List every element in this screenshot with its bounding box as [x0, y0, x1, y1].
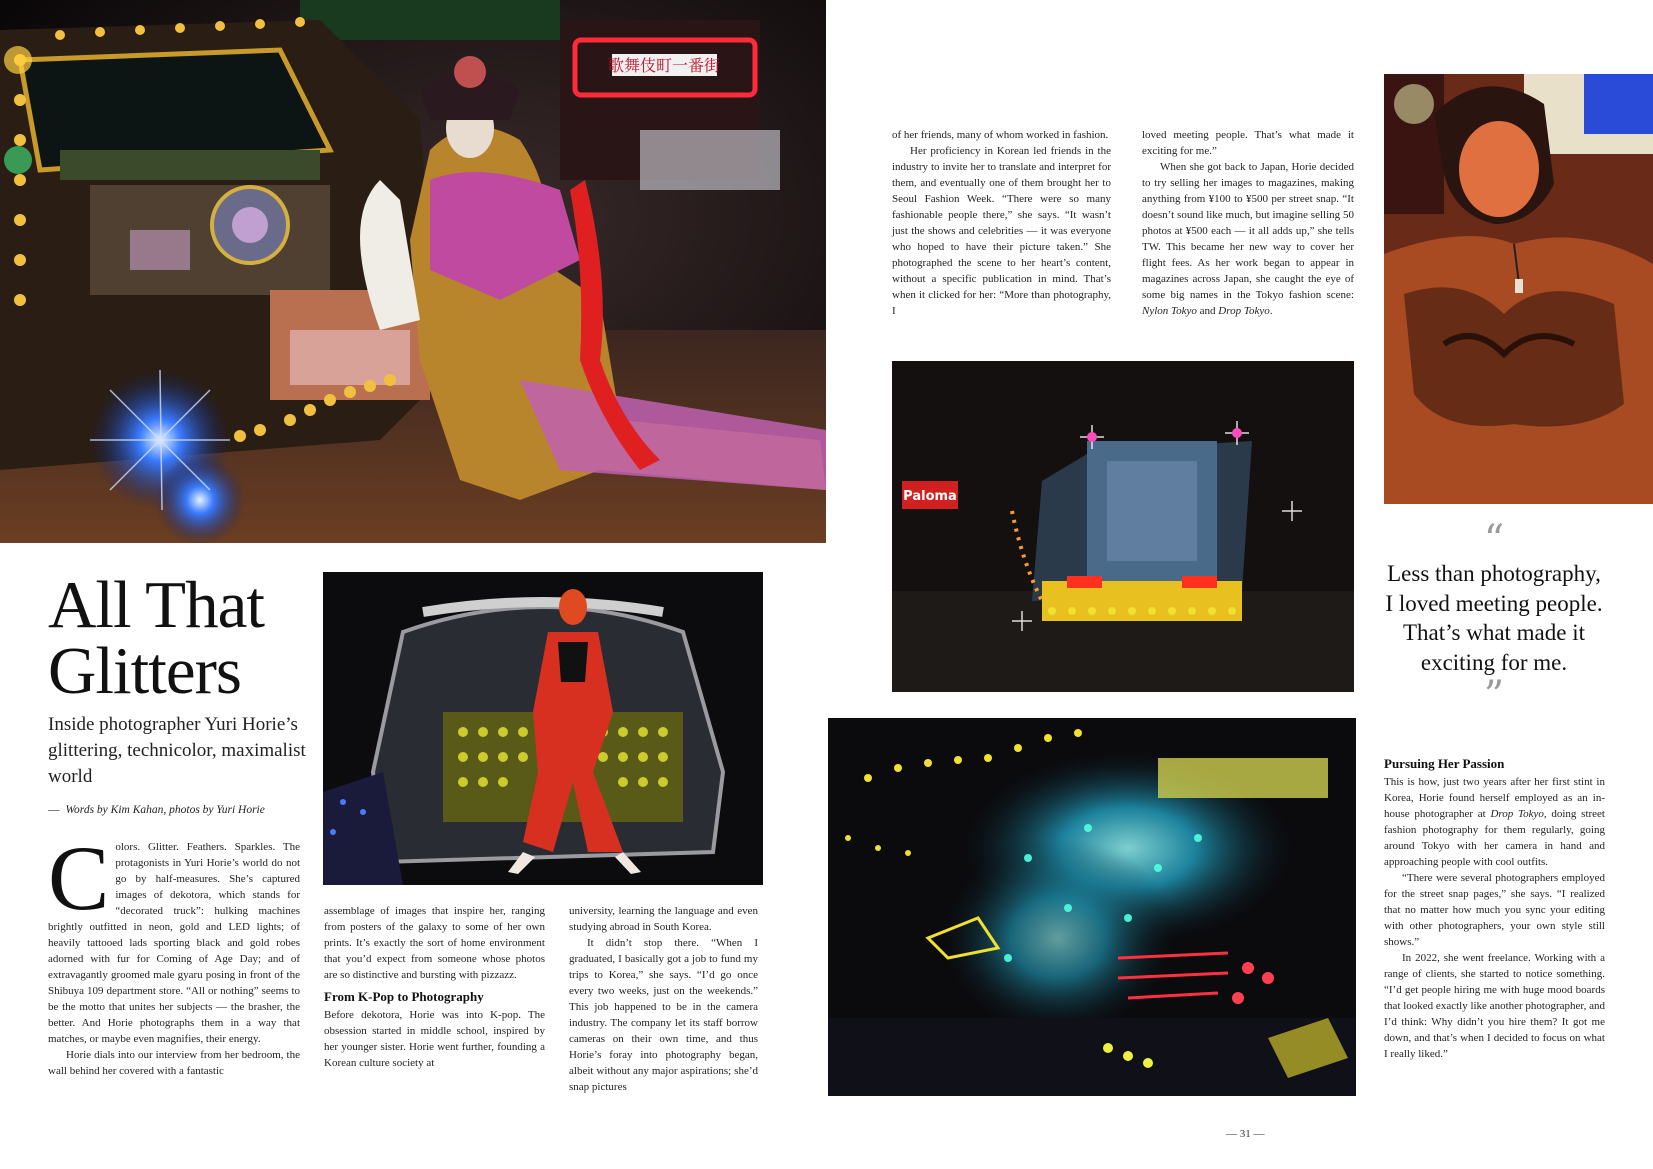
paragraph	[1384, 774, 1605, 870]
publication-title: Drop Tokyo	[1218, 305, 1270, 317]
publication-title: Drop Tokyo	[1490, 808, 1544, 820]
byline-text: Words by Kim Kahan, photos by Yuri Horie	[65, 804, 265, 816]
paragraph: of her friends, many of whom worked in fashion.	[892, 129, 1109, 141]
paloma-sign: Paloma	[903, 489, 957, 504]
photo-tattooed-man	[1384, 74, 1653, 504]
paragraph: In 2022, she went freelance. Working with a range of clients, she started to notice something. “I’d get people hiring me with huge mood boards that looked exactly like another photographer, and I’d think: Why didn’t you hire them? It got me down, and that’s when I decided to focus on what I really liked.”	[1384, 952, 1606, 1060]
article-subtitle: Inside photographer Yuri Horie’s glittering, technicolor, maximalist world	[48, 714, 306, 787]
page-number: — 31 —	[1226, 1128, 1265, 1140]
drop-cap: C	[48, 827, 110, 929]
paragraph-text: , doing street fashion photography for them regularly, going around Tokyo with her camera in hand and approaching people with cool outfits.	[1384, 808, 1605, 868]
body-column-1	[48, 827, 300, 1079]
byline-dash: —	[48, 804, 60, 816]
body-column-2	[324, 903, 545, 1071]
pull-quote	[1382, 517, 1606, 719]
paragraph: assemblage of images that inspire her, ranging from posters of the galaxy to some of her own prints. It’s exactly the sort of home environment that you’d expect from someone whose photos are so distinctive and bursting with pizzazz.	[324, 905, 545, 981]
photo-truck-rear-night	[892, 361, 1354, 692]
body-column-3	[569, 903, 758, 1095]
publication-title: Nylon Tokyo	[1142, 305, 1197, 317]
paragraph-intro-text: olors. Glitter. Feathers. Sparkles. The protagonists in Yuri Horie’s world do not go by half-measures. She’s captured images of dekotora, which stands for “decorated truck”: hulking machines brightly outfitted in neon, gold and LED lights; of heavily tattooed lads sporting black and gold robes adorned with fur for Coming of Age Day; and of extravagantly groomed male gyaru posing in front of the Shibuya 109 department store. “All or nothing” seems to be the motto that unites her subjects — the brasher, the better. And Horie photographs them in a way that matches, or maybe even magnifies, their energy.	[48, 841, 300, 1045]
body-column-6	[1384, 756, 1605, 1062]
open-quote-icon: “	[1483, 517, 1505, 563]
paragraph: Before dekotora, Horie was into K-pop. The obsession started in middle school, inspired by her younger sister. Horie went further, founding a Korean culture society at	[324, 1009, 545, 1069]
title-line-1: All That	[48, 568, 264, 642]
paragraph-text: and	[1196, 305, 1219, 317]
pull-quote-text: Less than photography, I loved meeting people. That’s what made it exciting for me.	[1385, 561, 1603, 675]
article-title	[48, 568, 264, 708]
close-quote-icon: ”	[1483, 673, 1505, 719]
paragraph-text: .	[1269, 305, 1273, 317]
section-heading-passion: Pursuing Her Passion	[1384, 756, 1505, 771]
photo-neon-trucks	[828, 718, 1356, 1096]
body-column-4	[892, 127, 1111, 319]
kabukicho-sign: 歌舞伎町一番街	[607, 56, 721, 75]
photo-dekotora-geisha	[0, 0, 826, 543]
body-column-5	[1142, 127, 1354, 319]
paragraph: “There were several photographers employed for the street snap pages,” she says. “I realized that no matter how much you sync your editing with other photographers, your own style still shows.”	[1384, 872, 1605, 948]
paragraph-text: When she got back to Japan, Horie decided to try selling her images to magazines, making anything from ¥100 to ¥500 per street snap. “It doesn’t sound like much, but imagine selling 50 photos at ¥500 each — it all adds up,” she tells TW. This became her new way to cover her flight fees. As her work began to appear in magazines across Japan, she caught the eye of some big names in the Tokyo fashion scene:	[1142, 161, 1354, 301]
paragraph	[1142, 159, 1354, 319]
section-heading-kpop: From K-Pop to Photography	[324, 989, 484, 1004]
photo-woman-red-suit	[323, 572, 763, 885]
byline	[48, 804, 265, 816]
paragraph: loved meeting people. That’s what made it exciting for me.”	[1142, 129, 1354, 157]
title-line-2: Glitters	[48, 634, 241, 708]
paragraph: Horie dials into our interview from her bedroom, the wall behind her covered with a fantastic	[48, 1049, 300, 1077]
paragraph: university, learning the language and even studying abroad in South Korea.	[569, 905, 758, 933]
paragraph: It didn’t stop there. “When I graduated, I basically got a job to fund my trips to Korea,” she says. “I’d go once every two weeks, just on the weekends.” This job happened to be in the camera industry. The company let its staff borrow cameras on their own time, and thus Horie’s foray into photography began, albeit without any major aspirations; she’d snap pictures	[569, 937, 758, 1093]
paragraph: Her proficiency in Korean led friends in the industry to invite her to translate and interpret for them, and eventually one of them brought her to Seoul Fashion Week. “There were so many fashionable people there,” she says. “It wasn’t just the shows and celebrities — it was everyone who hoped to have their picture taken.” She photographed the scene to her heart’s content, without a specific publication in mind. That’s when it clicked for her: “More than photography, I	[892, 145, 1111, 317]
paragraph-text: This is how, just two years after her first stint in Korea, Horie found herself employed as an in-house photographer at	[1384, 776, 1605, 820]
paragraph-intro	[48, 827, 300, 1047]
